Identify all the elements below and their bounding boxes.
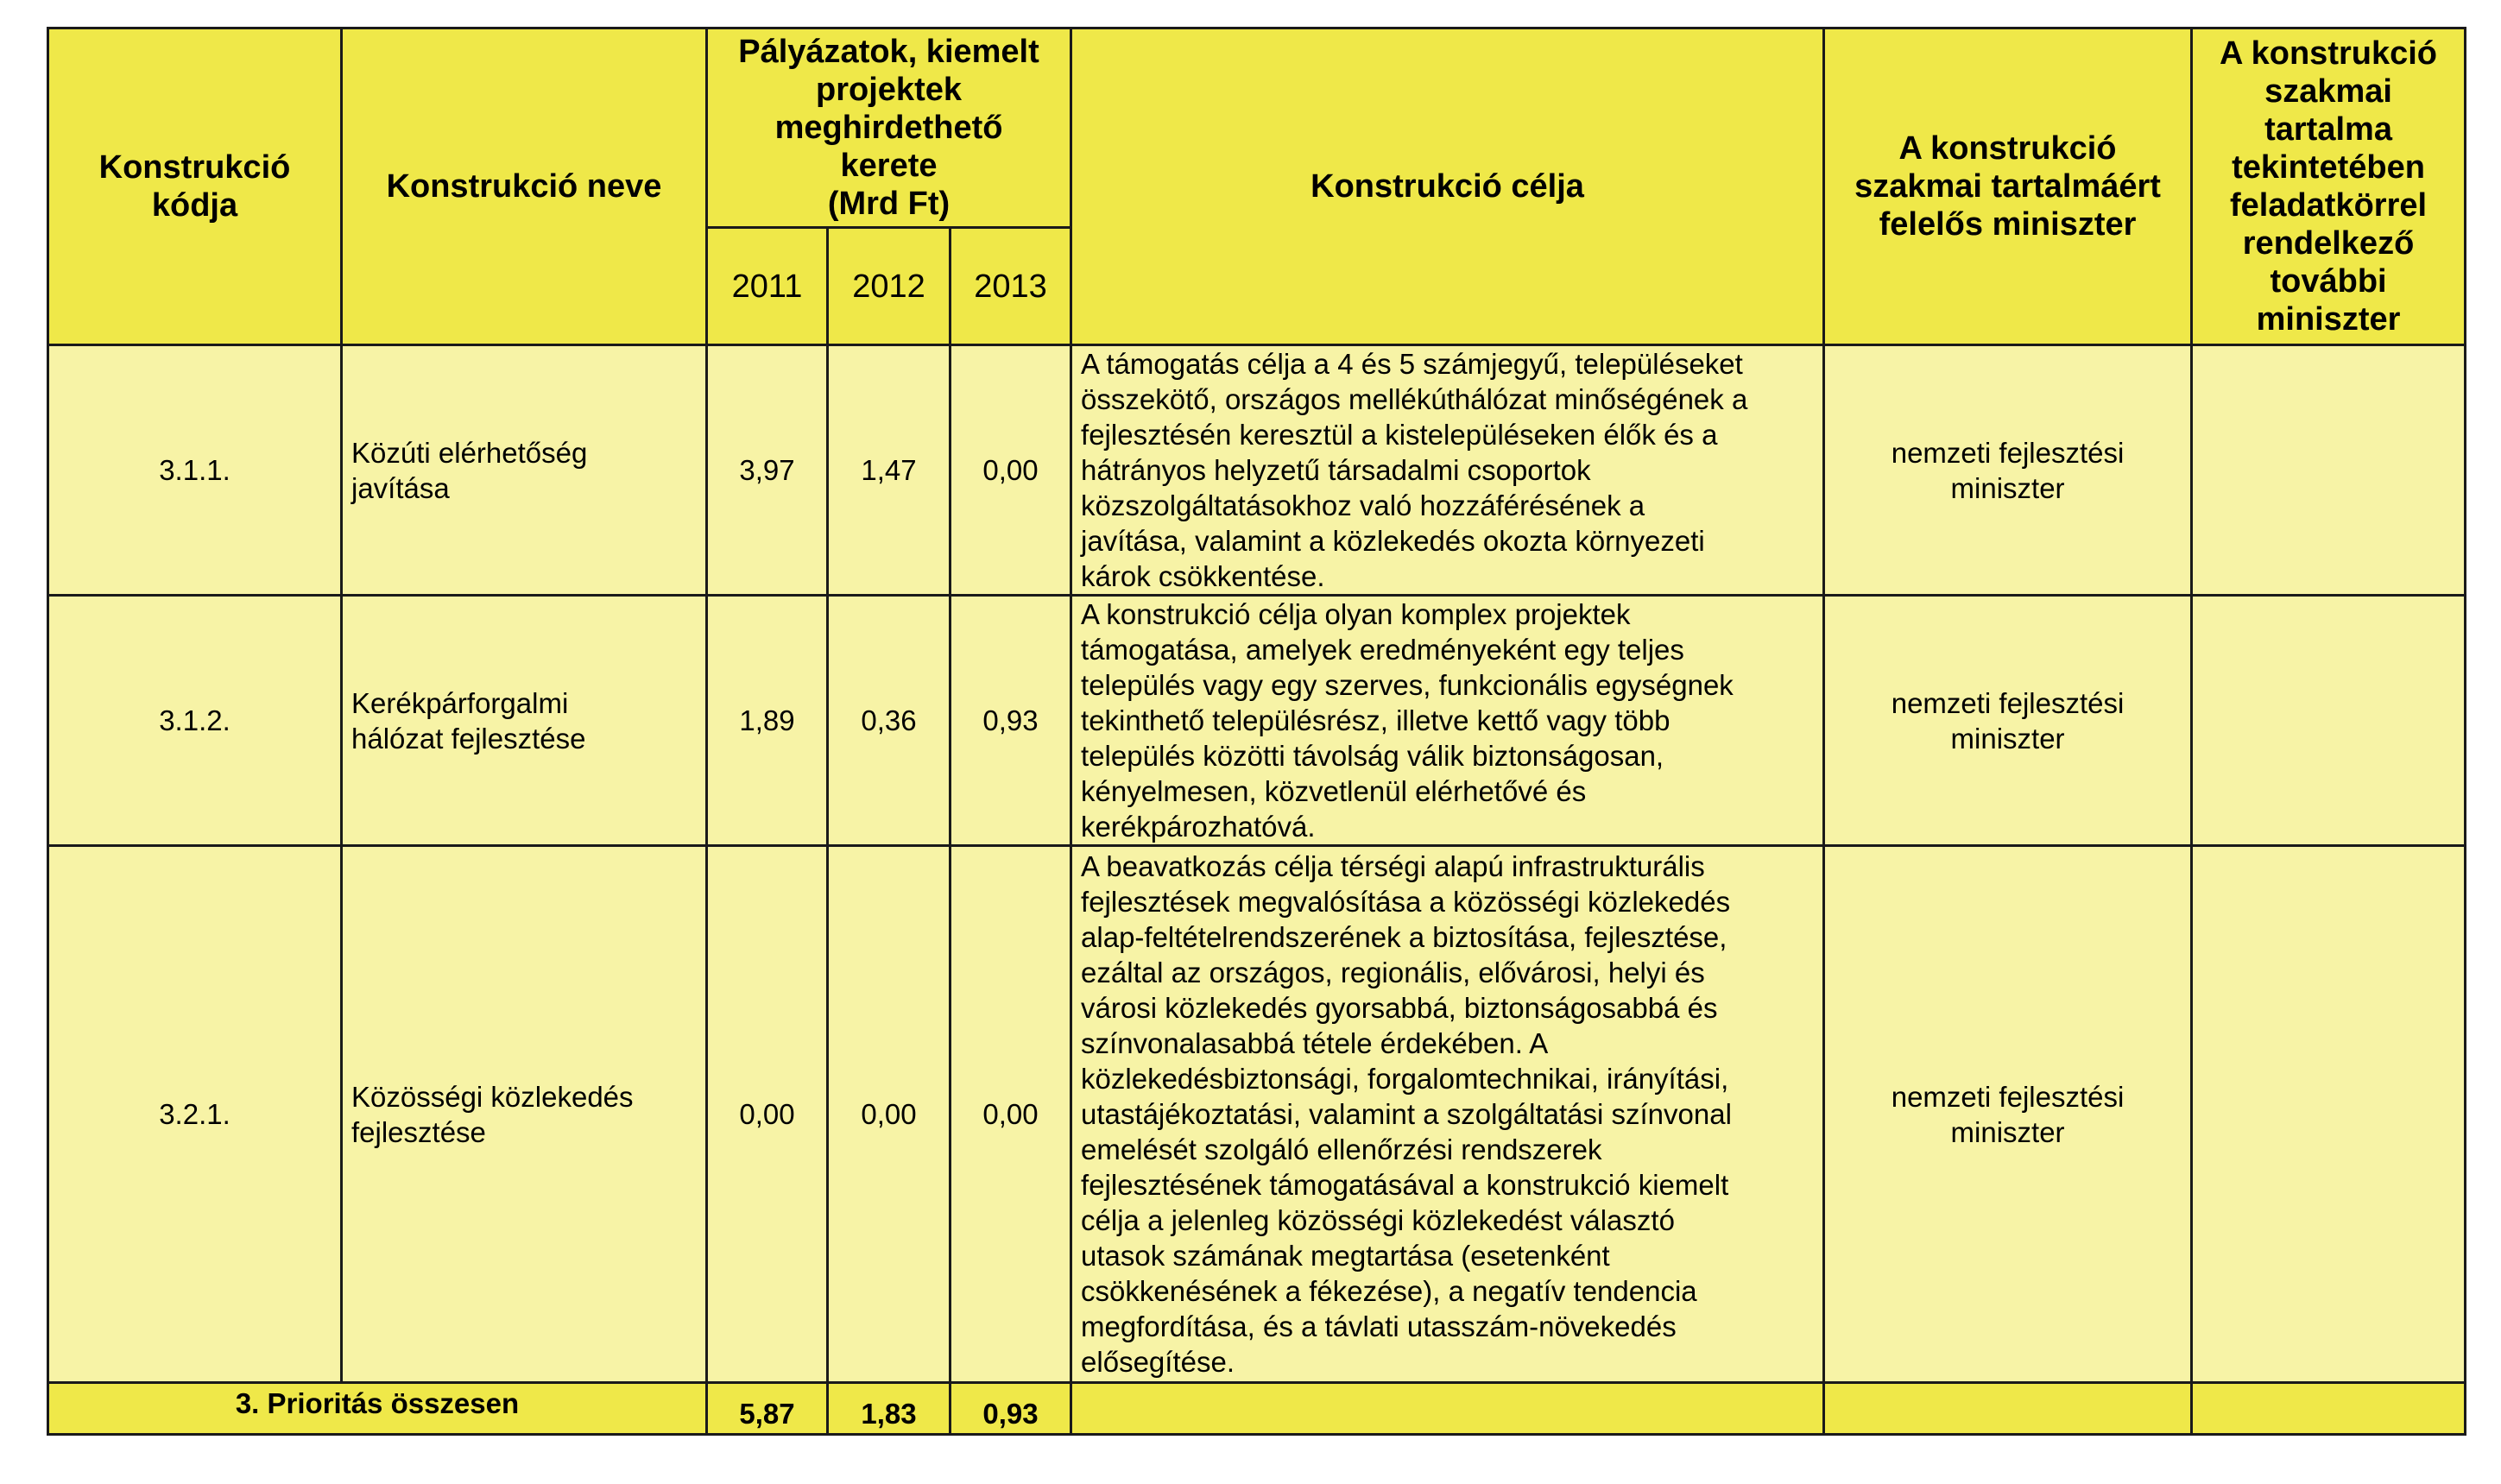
table-row [48,345,2466,596]
total-value-2012: 1,83 [828,1383,951,1435]
total-label: 3. Prioritás összesen [48,1383,707,1435]
row-other-minister [2192,846,2466,1383]
total-other-empty [2192,1383,2466,1435]
header-year-2013: 2013 [951,228,1071,345]
row-code: 3.1.1. [48,345,342,596]
total-value-2013: 0,93 [951,1383,1071,1435]
table-row [48,846,2466,1383]
total-minister-empty [1824,1383,2192,1435]
row-value-2013: 0,00 [951,345,1071,596]
construction-table [47,27,2466,1436]
header-minister: A konstrukció szakmai tartalmáért felelős miniszter [1824,28,2192,345]
header-code: Konstrukció kódja [48,28,342,345]
row-goal: A konstrukció célja olyan komplex projektek támogatása, amelyek eredményeként egy teljes település vagy egy szerves, funkcionális egységnek tekinthető településrész, illetve kettő vagy több település közötti távolság válik biztonságosan, kényelmesen, közvetlenül elérhetővé és kerékpározhatóvá. [1071,596,1824,846]
row-other-minister [2192,345,2466,596]
row-minister: nemzeti fejlesztési miniszter [1824,345,2192,596]
total-value-2011: 5,87 [707,1383,828,1435]
row-value-2011: 1,89 [707,596,828,846]
row-value-2012: 1,47 [828,345,951,596]
header-year-2011: 2011 [707,228,828,345]
row-goal: A támogatás célja a 4 és 5 számjegyű, településeket összekötő, országos mellékúthálózat minőségének a fejlesztésén keresztül a kistelepüléseken élők és a hátrányos helyzetű társadalmi csoportok közszolgáltatásokhoz való hozzáférésének a javítása, valamint a közlekedés okozta környezeti károk csökkentése. [1071,345,1824,596]
row-code: 3.1.2. [48,596,342,846]
header-year-2012: 2012 [828,228,951,345]
row-value-2013: 0,00 [951,846,1071,1383]
row-value-2011: 3,97 [707,345,828,596]
table-row [48,596,2466,846]
row-minister: nemzeti fejlesztési miniszter [1824,596,2192,846]
row-value-2011: 0,00 [707,846,828,1383]
header-goal: Konstrukció célja [1071,28,1824,345]
row-code: 3.2.1. [48,846,342,1383]
row-goal: A beavatkozás célja térségi alapú infrastrukturális fejlesztések megvalósítása a közösségi közlekedés alap-feltételrendszerének a biztosítása, fejlesztése, ezáltal az országos, regionális, elővárosi, helyi és városi közlekedés gyorsabbá, biztonságosabbá és színvonalasabbá tétele érdekében. A közlekedésbiztonsági, forgalomtechnikai, irányítási, utastájékoztatási, valamint a szolgáltatási színvonal emelését szolgáló ellenőrzési rendszerek fejlesztésének támogatásával a konstrukció kiemelt célja a jelenleg közösségi közlekedést választó utasok számának megtartása (esetenként csökkenésének a fékezése), a negatív tendencia megfordítása, és a távlati utasszám-növekedés elősegítése. [1071,846,1824,1383]
header-name: Konstrukció neve [342,28,707,345]
total-row [48,1383,2466,1435]
row-name: Közösségi közlekedés fejlesztése [342,846,707,1383]
total-goal-empty [1071,1383,1824,1435]
row-value-2013: 0,93 [951,596,1071,846]
row-minister: nemzeti fejlesztési miniszter [1824,846,2192,1383]
row-name: Közúti elérhetőség javítása [342,345,707,596]
row-value-2012: 0,36 [828,596,951,846]
row-other-minister [2192,596,2466,846]
header-budget: Pályázatok, kiemelt projektek meghirdethető kerete (Mrd Ft) [707,28,1071,228]
row-value-2012: 0,00 [828,846,951,1383]
header-other-minister: A konstrukció szakmai tartalma tekintetében feladatkörrel rendelkező további miniszter [2192,28,2466,345]
row-name: Kerékpárforgalmi hálózat fejlesztése [342,596,707,846]
